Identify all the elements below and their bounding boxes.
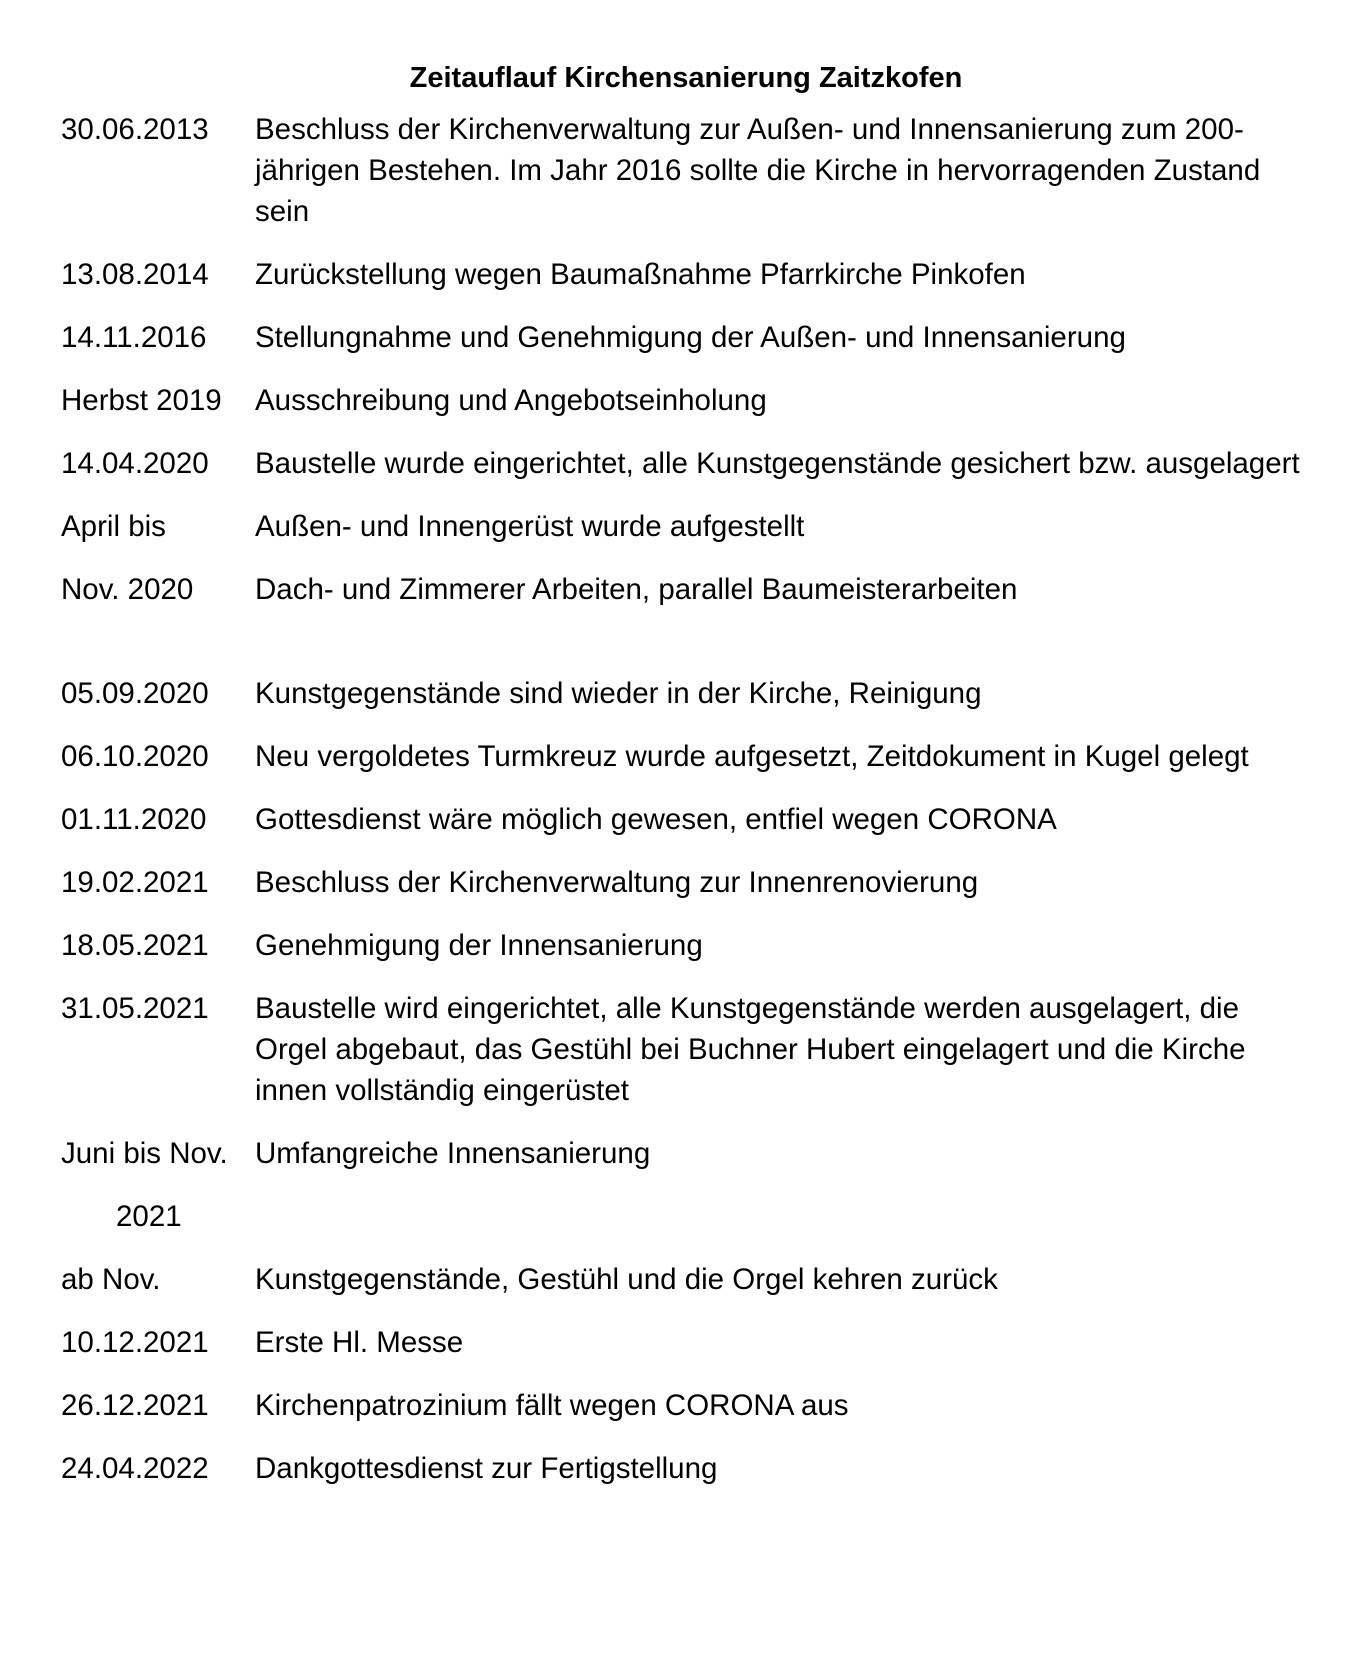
timeline-entry bbox=[61, 1259, 1359, 1300]
entry-text: Genehmigung der Innensanierung bbox=[255, 929, 703, 962]
entry-date: ab Nov. bbox=[61, 1263, 161, 1296]
entry-text: Zurückstellung wegen Baumaßnahme Pfarrkirche Pinkofen bbox=[255, 258, 1026, 291]
entry-date: 31.05.2021 bbox=[61, 992, 209, 1025]
timeline-entry bbox=[61, 1133, 1359, 1174]
entry-text: Neu vergoldetes Turmkreuz wurde aufgesetzt, Zeitdokument in Kugel gelegt bbox=[255, 740, 1249, 773]
entry-text: Baustelle wurde eingerichtet, alle Kunstgegenstände gesichert bzw. ausgelagert bbox=[255, 447, 1300, 480]
timeline-entry bbox=[61, 1448, 1359, 1489]
timeline-entry bbox=[61, 1385, 1359, 1426]
timeline-entry bbox=[61, 443, 1359, 484]
document-title: Zeitauflauf Kirchensanierung Zaitzkofen bbox=[409, 62, 963, 94]
entry-text: Beschluss der Kirchenverwaltung zur Außen- und Innensanierung zum 200-jährigen Bestehen. Im Jahr 2016 sollte die Kirche in hervorragenden Zustand sein bbox=[255, 113, 1261, 228]
entry-date: 14.04.2020 bbox=[61, 447, 209, 480]
entry-date: 19.02.2021 bbox=[61, 866, 209, 899]
entry-date: 24.04.2022 bbox=[61, 1452, 209, 1485]
timeline-entry bbox=[61, 569, 1359, 610]
timeline-entry bbox=[61, 673, 1359, 714]
entry-text: Beschluss der Kirchenverwaltung zur Innenrenovierung bbox=[255, 866, 979, 899]
entry-date: 05.09.2020 bbox=[61, 677, 209, 710]
entry-text: Kunstgegenstände sind wieder in der Kirche, Reinigung bbox=[255, 677, 982, 710]
timeline-entry bbox=[61, 380, 1359, 421]
timeline bbox=[61, 109, 1359, 1511]
entry-date: 14.11.2016 bbox=[61, 321, 207, 354]
entry-date: Nov. 2020 bbox=[61, 573, 194, 606]
entry-text: Außen- und Innengerüst wurde aufgestellt bbox=[255, 510, 805, 543]
entry-date: 01.11.2020 bbox=[61, 803, 207, 836]
entry-text: Dach- und Zimmerer Arbeiten, parallel Baumeisterarbeiten bbox=[255, 573, 1018, 606]
entry-text: Gottesdienst wäre möglich gewesen, entfiel wegen CORONA bbox=[255, 803, 1057, 836]
timeline-entry bbox=[61, 736, 1359, 777]
entry-date: 18.05.2021 bbox=[61, 929, 209, 962]
timeline-entry bbox=[61, 1322, 1359, 1363]
entry-text: Ausschreibung und Angebotseinholung bbox=[255, 384, 767, 417]
entry-text: Dankgottesdienst zur Fertigstellung bbox=[255, 1452, 718, 1485]
timeline-entry bbox=[61, 317, 1359, 358]
entry-date: 06.10.2020 bbox=[61, 740, 209, 773]
timeline-entry bbox=[61, 862, 1359, 903]
timeline-entry bbox=[61, 254, 1359, 295]
timeline-entry bbox=[61, 925, 1359, 966]
entry-text: Stellungnahme und Genehmigung der Außen- und Innensanierung bbox=[255, 321, 1126, 354]
entry-date: 26.12.2021 bbox=[61, 1389, 209, 1422]
entry-date: 30.06.2013 bbox=[61, 113, 209, 146]
entry-text: Umfangreiche Innensanierung bbox=[255, 1137, 651, 1170]
entry-text: Erste Hl. Messe bbox=[255, 1326, 464, 1359]
entry-text: Kirchenpatrozinium fällt wegen CORONA aus bbox=[255, 1389, 849, 1422]
timeline-entry bbox=[61, 988, 1359, 1111]
entry-text: Baustelle wird eingerichtet, alle Kunstgegenstände werden ausgelagert, die Orgel abgebaut, das Gestühl bei Buchner Hubert eingelagert und die Kirche innen vollständig eingerüstet bbox=[255, 992, 1246, 1107]
entry-date: Herbst 2019 bbox=[61, 384, 222, 417]
entry-text: Kunstgegenstände, Gestühl und die Orgel kehren zurück bbox=[255, 1263, 998, 1296]
entry-date: 13.08.2014 bbox=[61, 258, 209, 291]
timeline-entry bbox=[61, 109, 1359, 232]
entry-date: Juni bis Nov. bbox=[61, 1137, 228, 1170]
timeline-entry bbox=[61, 506, 1359, 547]
entry-date-continuation: 2021 bbox=[116, 1200, 182, 1233]
entry-date: 10.12.2021 bbox=[61, 1326, 209, 1359]
entry-date: April bis bbox=[61, 510, 166, 543]
timeline-entry bbox=[61, 799, 1359, 840]
